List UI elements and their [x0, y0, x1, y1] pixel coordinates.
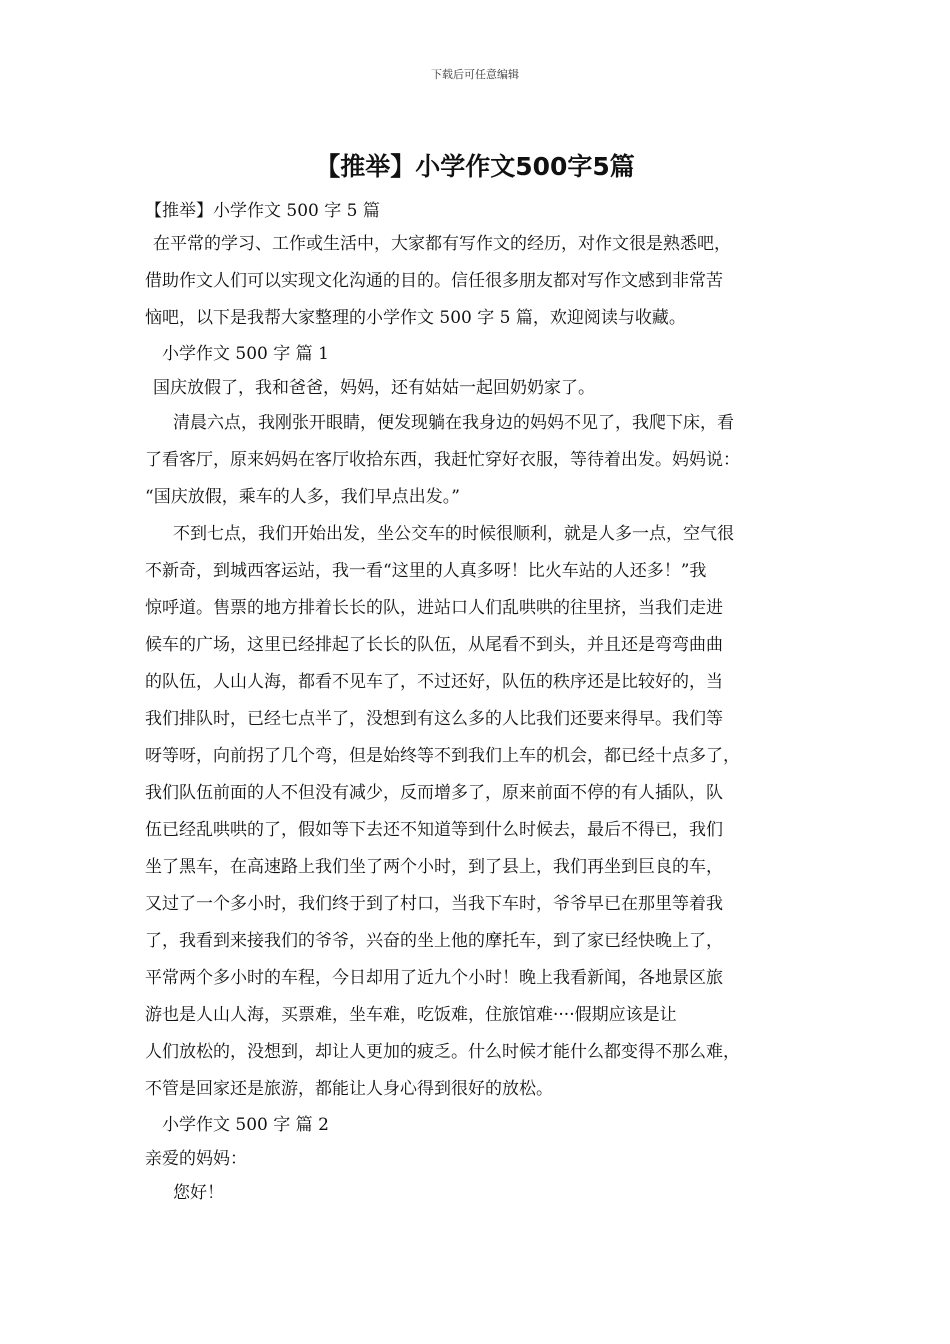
text-line: 小学作文 500 字 篇 2 — [162, 1115, 329, 1135]
text-line: 我们排队时，已经七点半了，没想到有这么多的人比我们还要来得早。我们等 — [145, 709, 723, 729]
text-line: “国庆放假，乘车的人多，我们早点出发。” — [145, 487, 460, 507]
document-body — [145, 196, 825, 1210]
text-line: 坐了黑车，在高速路上我们坐了两个小时，到了县上，我们再坐到巨良的车， — [145, 857, 723, 877]
text-line: 又过了一个多小时，我们终于到了村口，当我下车时，爷爷早已在那里等着我 — [145, 894, 723, 914]
document-title: 【推举】小学作文500字5篇 — [315, 152, 635, 181]
text-line: 了，我看到来接我们的爷爷，兴奋的坐上他的摩托车，到了家已经快晚上了， — [145, 931, 723, 951]
text-line: 人们放松的，没想到，却让人更加的疲乏。什么时候才能什么都变得不那么难， — [145, 1042, 740, 1062]
text-line: 了看客厅，原来妈妈在客厅收拾东西，我赶忙穿好衣服，等待着出发。妈妈说： — [145, 450, 740, 470]
text-line: 在平常的学习、工作或生活中，大家都有写作文的经历，对作文很是熟悉吧， — [153, 234, 731, 254]
text-line: 伍已经乱哄哄的了，假如等下去还不知道等到什么时候去，最后不得已，我们 — [145, 820, 723, 840]
text-line: 呀等呀，向前拐了几个弯，但是始终等不到我们上车的机会，都已经十点多了， — [145, 746, 740, 766]
text-line: 亲爱的妈妈： — [145, 1149, 247, 1169]
text-line: 惊呼道。售票的地方排着长长的队，进站口人们乱哄哄的往里挤，当我们走进 — [145, 598, 723, 618]
text-line: 【推举】小学作文 500 字 5 篇 — [145, 201, 380, 221]
text-line: 小学作文 500 字 篇 1 — [162, 344, 329, 364]
header-note: 下载后可任意编辑 — [431, 68, 519, 81]
text-line: 国庆放假了，我和爸爸，妈妈，还有姑姑一起回奶奶家了。 — [153, 378, 595, 398]
text-line: 我们队伍前面的人不但没有减少，反而增多了，原来前面不停的有人插队，队 — [145, 783, 723, 803]
text-line: 的队伍，人山人海，都看不见车了，不过还好，队伍的秩序还是比较好的，当 — [145, 672, 723, 692]
text-line: 清晨六点，我刚张开眼睛，便发现躺在我身边的妈妈不见了，我爬下床，看 — [173, 413, 734, 433]
text-line: 游也是人山人海，买票难，坐车难，吃饭难，住旅馆难····假期应该是让 — [145, 1005, 677, 1025]
text-line: 您好！ — [173, 1183, 224, 1203]
text-line: 候车的广场，这里已经排起了长长的队伍，从尾看不到头，并且还是弯弯曲曲 — [145, 635, 723, 655]
text-line: 不管是回家还是旅游，都能让人身心得到很好的放松。 — [145, 1079, 553, 1099]
text-line: 平常两个多小时的车程，今日却用了近九个小时！晚上我看新闻，各地景区旅 — [145, 968, 723, 988]
text-line: 不新奇，到城西客运站，我一看“这里的人真多呀！比火车站的人还多！”我 — [145, 561, 707, 581]
text-line: 恼吧，以下是我帮大家整理的小学作文 500 字 5 篇，欢迎阅读与收藏。 — [145, 308, 686, 328]
text-line: 不到七点，我们开始出发，坐公交车的时候很顺利，就是人多一点，空气很 — [173, 524, 734, 544]
text-line: 借助作文人们可以实现文化沟通的目的。信任很多朋友都对写作文感到非常苦 — [145, 271, 723, 291]
